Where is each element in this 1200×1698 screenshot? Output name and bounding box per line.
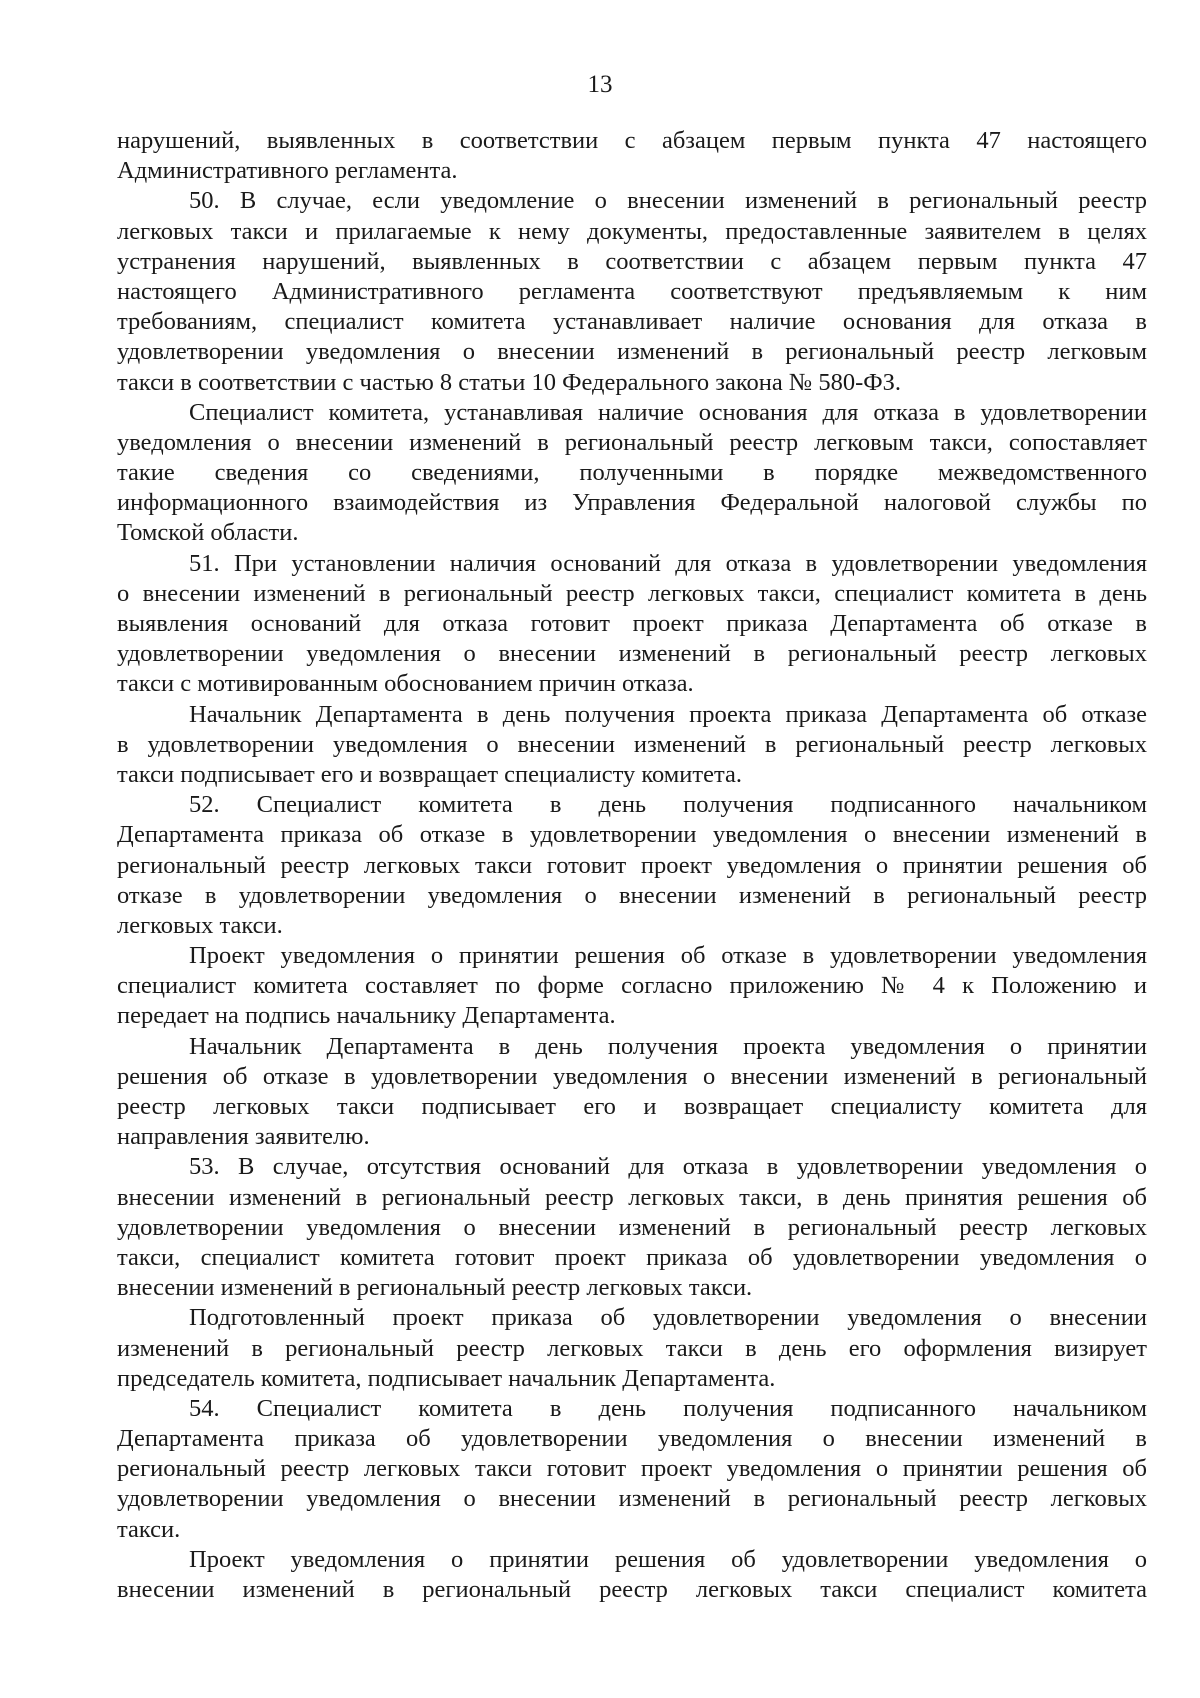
text-line: передает на подпись начальнику Департамента. bbox=[117, 1002, 616, 1030]
text-line: региональный реестр легковых такси готовит проект уведомления о принятии решения об bbox=[117, 851, 1147, 879]
text-line: легковых такси. bbox=[117, 911, 283, 939]
text-line: направления заявителю. bbox=[117, 1123, 370, 1151]
text-line: специалист комитета составляет по форме согласно приложению № 4 к Положению и bbox=[117, 972, 1147, 1000]
text-line: устранения нарушений, выявленных в соответствии с абзацем первым пункта 47 bbox=[117, 247, 1147, 275]
text-line: 54. Специалист комитета в день получения подписанного начальником bbox=[189, 1394, 1147, 1422]
text-line: Начальник Департамента в день получения проекта приказа Департамента об отказе bbox=[189, 700, 1147, 728]
text-line: такси подписывает его и возвращает специалисту комитета. bbox=[117, 760, 742, 788]
text-line: отказе в удовлетворении уведомления о внесении изменений в региональный реестр bbox=[117, 881, 1147, 909]
document-body bbox=[117, 126, 1147, 1605]
text-line: 51. При установлении наличия оснований для отказа в удовлетворении уведомления bbox=[189, 549, 1147, 577]
text-line: Начальник Департамента в день получения проекта уведомления о принятии bbox=[189, 1032, 1147, 1060]
text-line: Проект уведомления о принятии решения об удовлетворении уведомления о bbox=[189, 1545, 1147, 1573]
text-line: изменений в региональный реестр легковых такси в день его оформления визирует bbox=[117, 1334, 1147, 1362]
text-line: Специалист комитета, устанавливая наличие основания для отказа в удовлетворении bbox=[189, 398, 1147, 426]
text-line: такси. bbox=[117, 1515, 181, 1543]
text-line: 50. В случае, если уведомление о внесении изменений в региональный реестр bbox=[189, 187, 1147, 215]
text-line: Томской области. bbox=[117, 519, 299, 547]
text-line: такси, специалист комитета готовит проект приказа об удовлетворении уведомления о bbox=[117, 1243, 1147, 1271]
text-line: удовлетворении уведомления о внесении изменений в региональный реестр легковых bbox=[117, 1213, 1147, 1241]
text-line: внесении изменений в региональный реестр легковых такси специалист комитета bbox=[117, 1576, 1147, 1603]
text-line: Подготовленный проект приказа об удовлетворении уведомления о внесении bbox=[189, 1304, 1147, 1332]
text-line: Департамента приказа об удовлетворении уведомления о внесении изменений в bbox=[117, 1425, 1147, 1453]
text-line: 53. В случае, отсутствия оснований для отказа в удовлетворении уведомления о bbox=[189, 1153, 1147, 1181]
text-line: такси в соответствии с частью 8 статьи 10 Федерального закона № 580-ФЗ. bbox=[117, 368, 902, 396]
text-line: внесении изменений в региональный реестр легковых такси, в день принятия решения об bbox=[117, 1183, 1147, 1211]
text-line: удовлетворении уведомления о внесении изменений в региональный реестр легковых bbox=[117, 640, 1147, 668]
text-line: уведомления о внесении изменений в региональный реестр легковым такси, сопоставляет bbox=[117, 428, 1147, 456]
text-line: информационного взаимодействия из Управления Федеральной налоговой службы по bbox=[117, 489, 1147, 517]
text-line: региональный реестр легковых такси готовит проект уведомления о принятии решения об bbox=[117, 1455, 1147, 1483]
text-line: о внесении изменений в региональный реестр легковых такси, специалист комитета в день bbox=[117, 579, 1147, 607]
page-number: 13 bbox=[587, 71, 613, 98]
text-line: выявления оснований для отказа готовит проект приказа Департамента об отказе в bbox=[117, 610, 1147, 637]
text-line: нарушений, выявленных в соответствии с абзацем первым пункта 47 настоящего bbox=[117, 127, 1147, 154]
text-line: 52. Специалист комитета в день получения подписанного начальником bbox=[189, 791, 1147, 819]
text-line: Проект уведомления о принятии решения об отказе в удовлетворении уведомления bbox=[189, 942, 1147, 970]
text-line: удовлетворении уведомления о внесении изменений в региональный реестр легковых bbox=[117, 1485, 1147, 1513]
text-line: легковых такси и прилагаемые к нему документы, предоставленные заявителем в целях bbox=[117, 217, 1147, 245]
text-line: решения об отказе в удовлетворении уведомления о внесении изменений в региональный bbox=[117, 1062, 1147, 1090]
text-line: требованиям, специалист комитета устанавливает наличие основания для отказа в bbox=[117, 308, 1147, 336]
text-line: Административного регламента. bbox=[117, 157, 458, 185]
text-line: председатель комитета, подписывает начальник Департамента. bbox=[117, 1364, 776, 1392]
text-line: удовлетворении уведомления о внесении изменений в региональный реестр легковым bbox=[117, 338, 1147, 366]
text-line: Департамента приказа об отказе в удовлетворении уведомления о внесении изменений в bbox=[117, 821, 1147, 849]
text-line: настоящего Административного регламента соответствуют предъявляемым к ним bbox=[117, 277, 1147, 305]
text-line: такси с мотивированным обоснованием причин отказа. bbox=[117, 670, 694, 698]
text-line: такие сведения со сведениями, полученными в порядке межведомственного bbox=[117, 459, 1147, 487]
text-line: в удовлетворении уведомления о внесении изменений в региональный реестр легковых bbox=[117, 730, 1147, 758]
text-line: внесении изменений в региональный реестр легковых такси. bbox=[117, 1274, 753, 1302]
text-line: реестр легковых такси подписывает его и возвращает специалисту комитета для bbox=[117, 1093, 1147, 1120]
